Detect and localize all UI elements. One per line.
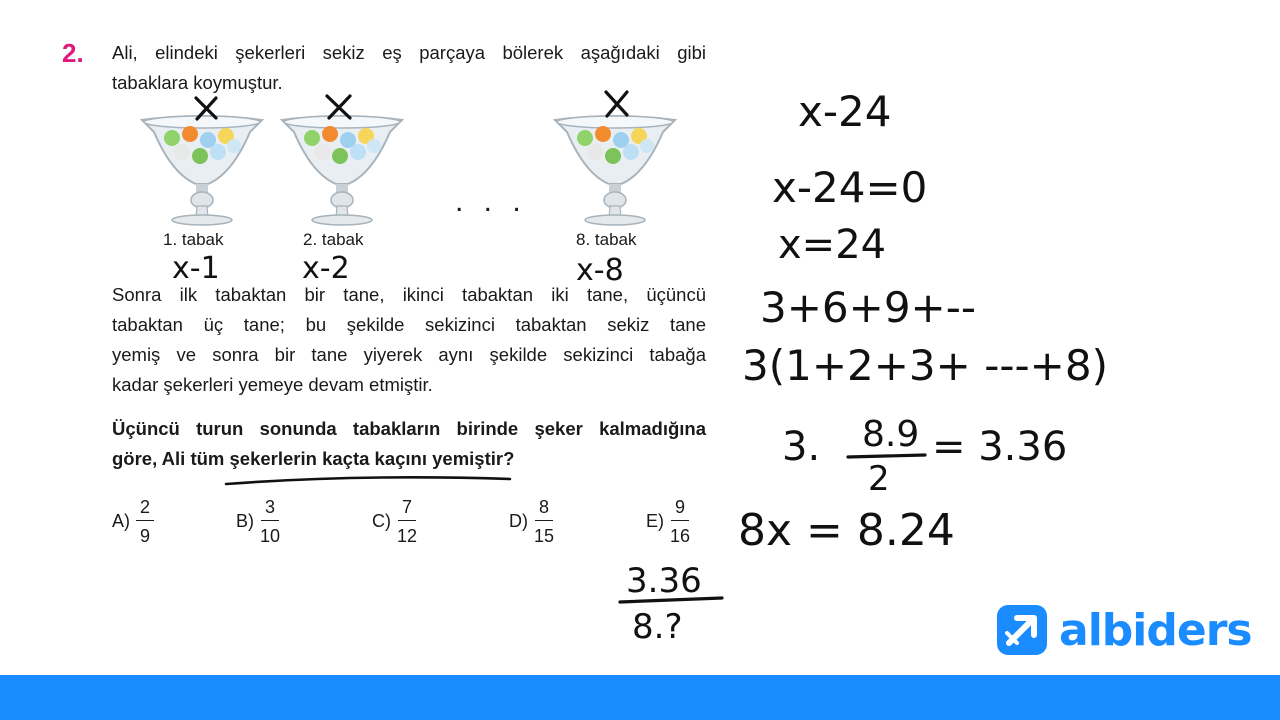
body-line: tabaktan üç tane; bu şekilde sekizinci tabaktan sekiz tane bbox=[112, 314, 706, 335]
choice-fraction: $\frac{9}{16}$ bbox=[670, 497, 691, 546]
bowl-note-8: x-8 bbox=[576, 253, 624, 288]
brand-name: albiders bbox=[1059, 604, 1252, 656]
hw-line-1: x-24 bbox=[798, 87, 892, 136]
bowl-label-8: 8. tabak bbox=[576, 230, 637, 249]
choice-fraction: $\frac{2}{9}$ bbox=[136, 496, 154, 547]
choice-b[interactable]: B) $\frac{3}{10}$ bbox=[236, 497, 281, 546]
bowl-label-2: 2. tabak bbox=[303, 230, 364, 249]
hw-line-7: 8x = 8.24 bbox=[738, 505, 955, 556]
choice-fraction: $\frac{3}{10}$ bbox=[260, 497, 281, 546]
brand-logo bbox=[995, 603, 1252, 657]
hw-bottom-den: 8.? bbox=[632, 607, 683, 647]
albiders-logo-icon bbox=[995, 603, 1049, 657]
body-line: kadar şekerleri yemeye devam etmiştir. bbox=[112, 374, 433, 395]
hw-line-2: x-24=0 bbox=[772, 163, 928, 212]
hw-bottom-num: 3.36 bbox=[626, 561, 702, 601]
hw-line-5: 3(1+2+3+ ---+8) bbox=[742, 341, 1108, 390]
hw-frac-den: 2 bbox=[868, 459, 890, 499]
choice-fraction: $\frac{7}{12}$ bbox=[397, 497, 418, 546]
bowl-label-1: 1. tabak bbox=[163, 230, 224, 249]
footer-bar bbox=[0, 675, 1280, 720]
hw-lead-3: 3. bbox=[782, 424, 821, 470]
choice-fraction: $\frac{8}{15}$ bbox=[534, 497, 555, 546]
ellipsis: . . . bbox=[455, 185, 527, 218]
prompt-line: Üçüncü turun sonunda tabakların birinde şeker kalmadığına bbox=[112, 418, 706, 439]
hw-line-3: x=24 bbox=[778, 222, 887, 268]
hw-line-6: = 3.36 bbox=[932, 424, 1068, 470]
choice-d[interactable]: D) $\frac{8}{15}$ bbox=[509, 497, 555, 546]
intro-line: tabaklara koymuştur. bbox=[112, 72, 283, 93]
bowl-note-2: x-2 bbox=[302, 251, 350, 286]
choice-e[interactable]: E) $\frac{9}{16}$ bbox=[646, 497, 691, 546]
intro-line: Ali, elindeki şekerleri sekiz eş parçaya bölerek aşağıdaki gibi bbox=[112, 42, 706, 63]
body-line: Sonra ilk tabaktan bir tane, ikinci tabaktan iki tane, üçüncü bbox=[112, 284, 706, 305]
choice-a[interactable]: A) $\frac{2}{9}$ bbox=[112, 496, 154, 547]
choice-c[interactable]: C) $\frac{7}{12}$ bbox=[372, 497, 418, 546]
bowl-note-1: x-1 bbox=[172, 251, 220, 286]
hw-frac-bar bbox=[848, 455, 925, 457]
body-line: yemiş ve sonra bir tane yiyerek aynı şekilde sekizinci tabağa bbox=[112, 344, 706, 365]
hw-line-4: 3+6+9+-- bbox=[760, 283, 977, 332]
hw-frac-num: 8.9 bbox=[862, 414, 920, 455]
question-number: 2. bbox=[62, 38, 84, 68]
prompt-line: göre, Ali tüm şekerlerin kaçta kaçını yemiştir? bbox=[112, 448, 515, 469]
